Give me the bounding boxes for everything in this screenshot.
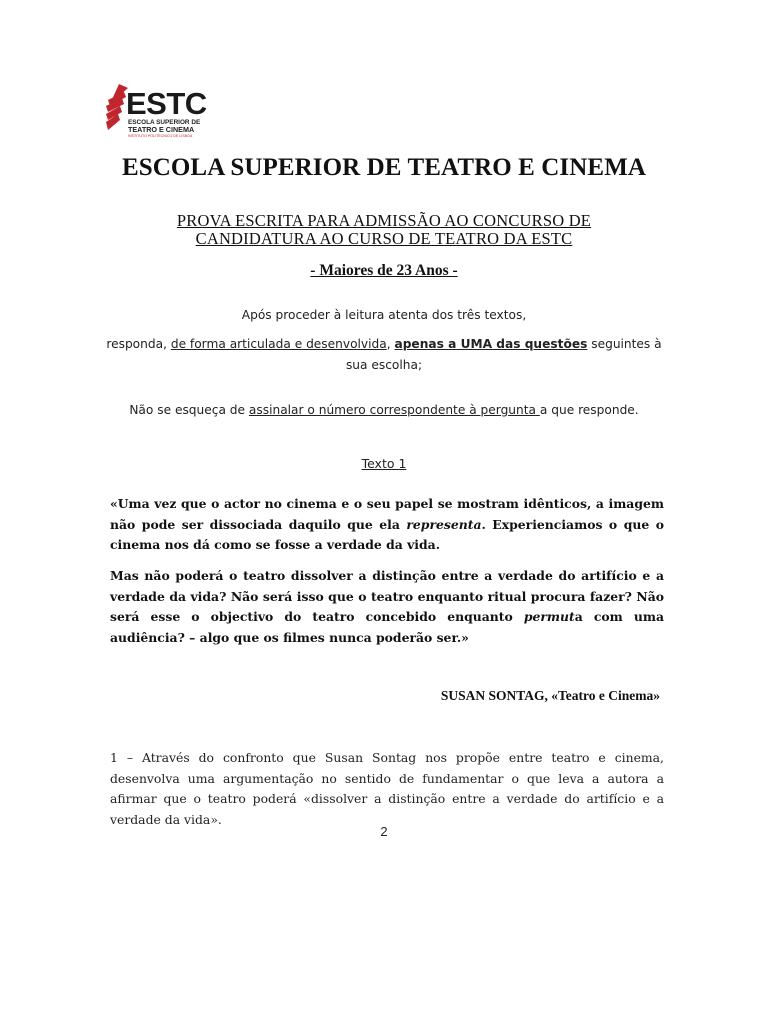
instruction-line2	[104, 334, 664, 376]
instruction-underlined: de forma articulada e desenvolvida	[170, 337, 387, 351]
page-number: 2	[380, 824, 388, 839]
quote-attribution: SUSAN SONTAG, «Teatro e Cinema»	[440, 688, 660, 703]
instruction-text: seguintes à sua escolha;	[345, 337, 662, 372]
logo-line3: INSTITUTO POLITÉCNICO DE LISBOA	[128, 134, 193, 138]
exam-title	[0, 212, 768, 248]
instruction-text: responda,	[106, 337, 171, 351]
instruction-line3	[0, 403, 768, 417]
exam-title-line1: PROVA ESCRITA PARA ADMISSÃO AO CONCURSO DE	[176, 211, 592, 230]
exam-title-line2: CANDIDATURA AO CURSO DE TEATRO DA ESTC	[195, 229, 573, 248]
estc-logo	[104, 82, 224, 138]
quote-paragraph-1	[110, 494, 664, 556]
instruction-text: Não se esqueça de	[129, 403, 249, 417]
school-title: ESCOLA SUPERIOR DE TEATRO E CINEMA	[121, 154, 647, 181]
question-1: 1 – Através do confronto que Susan Sontag nos propõe entre teatro e cinema, desenvolva uma argumentação no sentido de fundamentar o que leva a autora a afirmar que o teatro poderá «dissolver a distinção entre a verdade do artifício e a verdade da vida».	[110, 750, 664, 827]
quote-italic: representa	[406, 516, 482, 532]
instruction-text: ,	[386, 337, 395, 351]
quote-paragraph-2	[110, 566, 664, 648]
quote-text: «Uma vez que o actor no cinema e o seu papel se mostram idênticos, a imagem não pode ser dissociada daquilo que ela	[110, 496, 664, 532]
instruction-line1: Após proceder à leitura atenta dos três textos,	[241, 308, 527, 322]
instruction-text: a que responde.	[539, 403, 639, 417]
logo-line1: ESCOLA SUPERIOR DE	[128, 119, 201, 126]
quote-text: a com uma audiência? – algo que os filmes nunca poderão ser.»	[110, 609, 664, 645]
quote-text: Mas não poderá o teatro dissolver a distinção entre a verdade do artifício e a verdade da vida? Não será isso que o teatro enquanto ritual procura fazer? Não será esse o objectivo do teatro concebido enquanto	[110, 568, 664, 624]
quote-italic: permut	[523, 609, 575, 624]
logo-abbreviation: ESTC	[126, 86, 207, 121]
instruction-emphasis: apenas a UMA das questões	[394, 337, 588, 351]
logo-line2: TEATRO E CINEMA	[128, 125, 195, 134]
quote-text: . Experienciamos o que o cinema nos dá como se fosse a verdade da vida.	[110, 516, 664, 552]
instruction-underlined: assinalar o número correspondente à pergunta	[248, 403, 540, 417]
age-group-line: - Maiores de 23 Anos -	[310, 262, 458, 279]
text-heading: Texto 1	[361, 456, 407, 471]
